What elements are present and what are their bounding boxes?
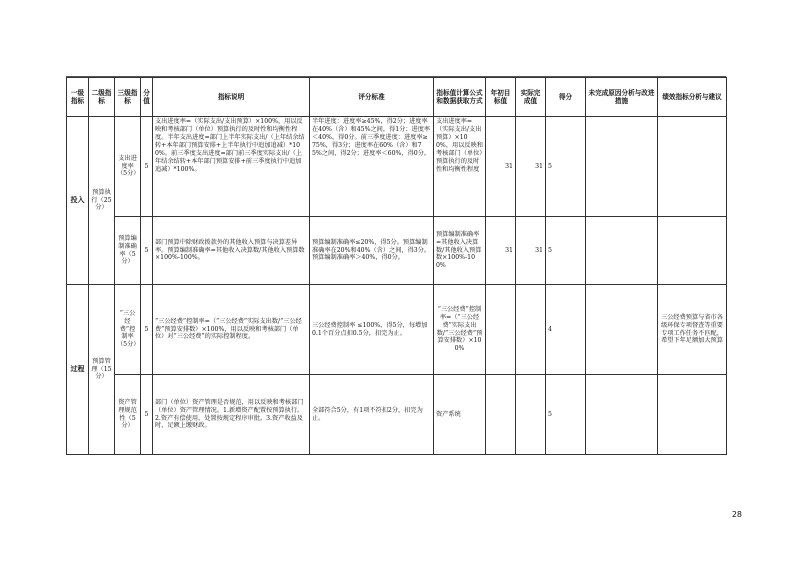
criteria-cell: 预算编制准确率≤20%，得5分。预算编制准确率在20%和40%（含）之间，得3分。预算编制准确率＞40%，得0分。 (310, 217, 434, 285)
initial-target-cell: 31 (486, 217, 516, 285)
formula-cell: 预算编制准确率=其他收入决算数/其他收入预算数×100%-100% (434, 217, 486, 285)
analysis-cell (658, 375, 727, 455)
level3-spending-progress: 支出进度率（5分） (115, 117, 141, 217)
got-score-cell: 5 (546, 217, 586, 285)
header-level3: 三级指标 (115, 78, 141, 117)
description-cell: 部门（单位）资产管理是否规范，用以反映和考核部门（单位）资产管理情况。1.新增资产配置按预算执行。2.资产有偿使用、处置按规定程序审批。3.资产收益及时、足额上缴财政。 (153, 375, 310, 455)
reason-cell (586, 217, 658, 285)
header-reason: 未完成原因分析与改进措施 (586, 78, 658, 117)
criteria-cell: 三公经费控制率 ≤100%，得5分，每增加0.1个百分点扣0.5分，扣完为止。 (310, 285, 434, 375)
header-level2: 二级指标 (89, 78, 115, 117)
analysis-cell (658, 117, 727, 217)
initial-target-cell (486, 285, 516, 375)
got-score-cell: 5 (546, 117, 586, 217)
score-cell: 5 (141, 285, 153, 375)
level3-three-public-expenses: “三公经费”控制率（5分） (115, 285, 141, 375)
table-row (67, 375, 727, 455)
criteria-cell: 半年进度：进度率≥45%，得2分；进度率在40%（含）和45%之间，得1分；进度率＜40%，得0分。前三季度进度：进度率≥75%，得3分；进度率在60%（含）和75%之间，得2分；进度率＜60%，得0分。 (310, 117, 434, 217)
level2-budget-execution: 预算执行（25分） (89, 117, 115, 285)
reason-cell (586, 285, 658, 375)
analysis-cell: 三公经费预算与省市各级环保专项督查等重要专项工作任务不匹配，希望下年足额加大预算 (658, 285, 727, 375)
reason-cell (586, 117, 658, 217)
performance-evaluation-table (66, 77, 727, 455)
header-got-score: 得分 (546, 78, 586, 117)
header-score: 分值 (141, 78, 153, 117)
formula-cell: “三公经费”控制率=（“三公经费”实际支出数/“三公经费”预算安排数）×100% (434, 285, 486, 375)
analysis-cell (658, 217, 727, 285)
actual-value-cell: 31 (516, 117, 546, 217)
header-initial-target: 年初目标值 (486, 78, 516, 117)
initial-target-cell: 31 (486, 117, 516, 217)
header-formula: 指标值计算公式和数据获取方式 (434, 78, 486, 117)
actual-value-cell (516, 285, 546, 375)
actual-value-cell (516, 375, 546, 455)
level1-input: 投入 (67, 117, 89, 285)
formula-cell: 资产系统 (434, 375, 486, 455)
got-score-cell: 4 (546, 285, 586, 375)
page-number: 28 (731, 510, 742, 519)
score-cell: 5 (141, 375, 153, 455)
table-row (67, 285, 727, 375)
header-level1: 一级指标 (67, 78, 89, 117)
header-criteria: 评分标准 (310, 78, 434, 117)
header-description: 指标说明 (153, 78, 310, 117)
table-row (67, 217, 727, 285)
table-row (67, 117, 727, 217)
reason-cell (586, 375, 658, 455)
formula-cell: 支出进度率=（实际支出/支出预算）×100%，用以反映和考核部门（单位）预算执行的及时性和均衡性程度 (434, 117, 486, 217)
header-analysis: 绩效指标分析与建议 (658, 78, 727, 117)
level1-process: 过程 (67, 285, 89, 455)
description-cell: 部门预算中除财政拨款外的其他收入预算与决算差异率。预算编制准确率=其他收入决算数/其他收入预算数×100%-100%。 (153, 217, 310, 285)
level2-budget-management: 预算管理（15分） (89, 285, 115, 455)
score-cell: 5 (141, 117, 153, 217)
got-score-cell: 5 (546, 375, 586, 455)
score-cell: 5 (141, 217, 153, 285)
header-actual-value: 实际完成值 (516, 78, 546, 117)
description-cell: “三公经费”控制率=（“三公经费”实际支出数/“三公经费”预算安排数）×100%，用以反映和考核部门（单位）对“三公经费”的实际控制程度。 (153, 285, 310, 375)
criteria-cell: 全部符合5分，有1项不符扣2分，扣完为止。 (310, 375, 434, 455)
level3-asset-management: 资产管理规范性（5分） (115, 375, 141, 455)
description-cell: 支出进度率=（实际支出/支出预算）×100%，用以反映和考核部门（单位）预算执行的及时性和均衡性程度。半年支出进度=部门上半年实际支出/（上年结余结转+本年部门预算安排+上半年执行中追加追减）*100%。前三季度支出进度=部门前三季度实际支出/（上年结余结转+本年部门预算安排+前三季度执行中追加追减）*100%。 (153, 117, 310, 217)
initial-target-cell (486, 375, 516, 455)
actual-value-cell: 31 (516, 217, 546, 285)
level3-budget-accuracy: 预算编制准确率（5分） (115, 217, 141, 285)
table-header-row (67, 78, 727, 117)
performance-table-container (66, 77, 726, 455)
